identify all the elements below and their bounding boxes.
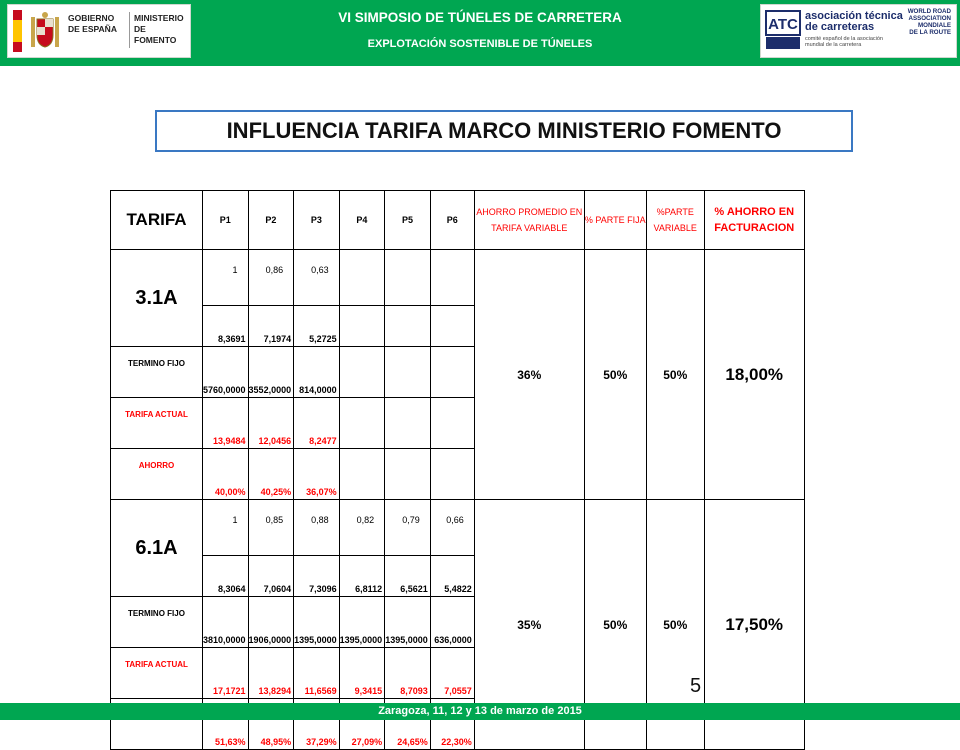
header-p6: P6 [430, 191, 474, 250]
header-p5: P5 [385, 191, 431, 250]
ahorro-cell: 51,63% [203, 699, 249, 750]
value-cell [385, 306, 431, 347]
tarifa-name: 3.1A [111, 250, 203, 347]
header-ahorro-promedio: AHORRO PROMEDIO EN TARIFA VARIABLE [474, 191, 584, 250]
ahorro-promedio-value: 35% [474, 500, 584, 750]
coef-cell [385, 250, 431, 306]
header-parte-fija: % PARTE FIJA [584, 191, 646, 250]
tarifa-actual-cell: 8,2477 [294, 398, 340, 449]
ahorro-cell: 24,65% [385, 699, 431, 750]
ahorro-cell: 27,09% [339, 699, 385, 750]
tarifa-actual-cell: 12,0456 [248, 398, 294, 449]
header-p1: P1 [203, 191, 249, 250]
ahorro-cell: 40,00% [203, 449, 249, 500]
footer-text: Zaragoza, 11, 12 y 13 de marzo de 2015 [378, 705, 582, 717]
value-cell: 8,3064 [203, 556, 249, 597]
termino-fijo-cell: 1395,0000 [385, 597, 431, 648]
value-cell: 7,3096 [294, 556, 340, 597]
ahorro-facturacion-value: 17,50% [704, 500, 804, 750]
tarifa-actual-cell [339, 398, 385, 449]
table-header-row [111, 191, 805, 250]
value-cell: 7,1974 [248, 306, 294, 347]
atc-name: asociación técnica de carreteras [805, 10, 903, 33]
tarifa-actual-cell: 11,6569 [294, 648, 340, 699]
value-cell: 8,3691 [203, 306, 249, 347]
ahorro-promedio-value: 36% [474, 250, 584, 500]
tarifa-table [110, 190, 805, 750]
ahorro-facturacion-value: 18,00% [704, 250, 804, 500]
coef-cell: 1 [203, 500, 249, 556]
ahorro-cell [430, 449, 474, 500]
parte-fija-value: 50% [584, 500, 646, 750]
tarifa-name: 6.1A [111, 500, 203, 597]
tarifa-actual-cell [430, 398, 474, 449]
slide-title-box [155, 110, 853, 152]
value-cell [430, 306, 474, 347]
termino-fijo-label: TERMINO FIJO [111, 597, 203, 648]
header-parte-variable: %PARTE VARIABLE [646, 191, 704, 250]
coef-cell: 1 [203, 250, 249, 306]
ahorro-cell: 48,95% [248, 699, 294, 750]
ahorro-cell: 37,29% [294, 699, 340, 750]
header-tarifa: TARIFA [111, 191, 203, 250]
tarifa-actual-cell: 9,3415 [339, 648, 385, 699]
header-title: VI SIMPOSIO DE TÚNELES DE CARRETERA [338, 10, 622, 25]
coef-cell: 0,86 [248, 250, 294, 306]
tarifa-actual-cell: 7,0557 [430, 648, 474, 699]
header-bar [0, 0, 960, 66]
coef-cell [430, 250, 474, 306]
atc-logo [760, 4, 957, 58]
coef-cell: 0,63 [294, 250, 340, 306]
value-cell [339, 306, 385, 347]
termino-fijo-cell: 636,0000 [430, 597, 474, 648]
tarifa-actual-label: TARIFA ACTUAL [111, 648, 203, 699]
coef-cell: 0,66 [430, 500, 474, 556]
table-row [111, 250, 805, 306]
header-ahorro-facturacion: % AHORRO EN FACTURACION [704, 191, 804, 250]
termino-fijo-cell [339, 347, 385, 398]
ahorro-cell [339, 449, 385, 500]
termino-fijo-cell: 814,0000 [294, 347, 340, 398]
coef-cell: 0,85 [248, 500, 294, 556]
parte-variable-value: 50% [646, 250, 704, 500]
value-cell: 6,5621 [385, 556, 431, 597]
ahorro-cell: 40,25% [248, 449, 294, 500]
termino-fijo-cell [430, 347, 474, 398]
value-cell: 7,0604 [248, 556, 294, 597]
ahorro-cell [385, 449, 431, 500]
termino-fijo-cell: 3552,0000 [248, 347, 294, 398]
value-cell: 5,2725 [294, 306, 340, 347]
world-road-logo [891, 8, 951, 54]
footer-bar [0, 703, 960, 720]
header-p4: P4 [339, 191, 385, 250]
tarifa-actual-cell: 13,8294 [248, 648, 294, 699]
header-p2: P2 [248, 191, 294, 250]
termino-fijo-cell: 1395,0000 [294, 597, 340, 648]
tarifa-actual-cell: 17,1721 [203, 648, 249, 699]
termino-fijo-cell: 1395,0000 [339, 597, 385, 648]
ministerio-text: MINISTERIO DE FOMENTO [134, 13, 184, 45]
value-cell: 6,8112 [339, 556, 385, 597]
parte-variable-value: 50% [646, 500, 704, 750]
termino-fijo-cell: 5760,0000 [203, 347, 249, 398]
value-cell: 5,4822 [430, 556, 474, 597]
coef-cell: 0,88 [294, 500, 340, 556]
termino-fijo-cell: 1906,0000 [248, 597, 294, 648]
parte-fija-value: 50% [584, 250, 646, 500]
header-p3: P3 [294, 191, 340, 250]
tarifa-actual-label: TARIFA ACTUAL [111, 398, 203, 449]
page-number: 5 [690, 675, 702, 697]
tarifa-actual-cell: 13,9484 [203, 398, 249, 449]
header-subtitle: EXPLOTACIÓN SOSTENIBLE DE TÚNELES [367, 38, 593, 50]
svg-text:ATC: ATC [768, 16, 798, 33]
termino-fijo-label: TERMINO FIJO [111, 347, 203, 398]
ahorro-label: AHORRO [111, 449, 203, 500]
world-road-text: WORLD ROAD ASSOCIATION MONDIALE DE LA ROUTE [907, 8, 951, 36]
atc-subtitle: comité español de la asociación mundial de la carretera [805, 36, 883, 48]
tarifa-actual-cell: 8,7093 [385, 648, 431, 699]
atc-emblem-icon [765, 10, 801, 50]
coef-cell: 0,82 [339, 500, 385, 556]
coef-cell: 0,79 [385, 500, 431, 556]
ahorro-cell: 36,07% [294, 449, 340, 500]
coef-cell [339, 250, 385, 306]
ahorro-cell: 22,30% [430, 699, 474, 750]
table-row [111, 500, 805, 556]
slide-title: INFLUENCIA TARIFA MARCO MINISTERIO FOMENTO [226, 118, 782, 143]
termino-fijo-cell: 3810,0000 [203, 597, 249, 648]
gobierno-text: GOBIERNO DE ESPAÑA [68, 13, 117, 34]
tarifa-actual-cell [385, 398, 431, 449]
termino-fijo-cell [385, 347, 431, 398]
